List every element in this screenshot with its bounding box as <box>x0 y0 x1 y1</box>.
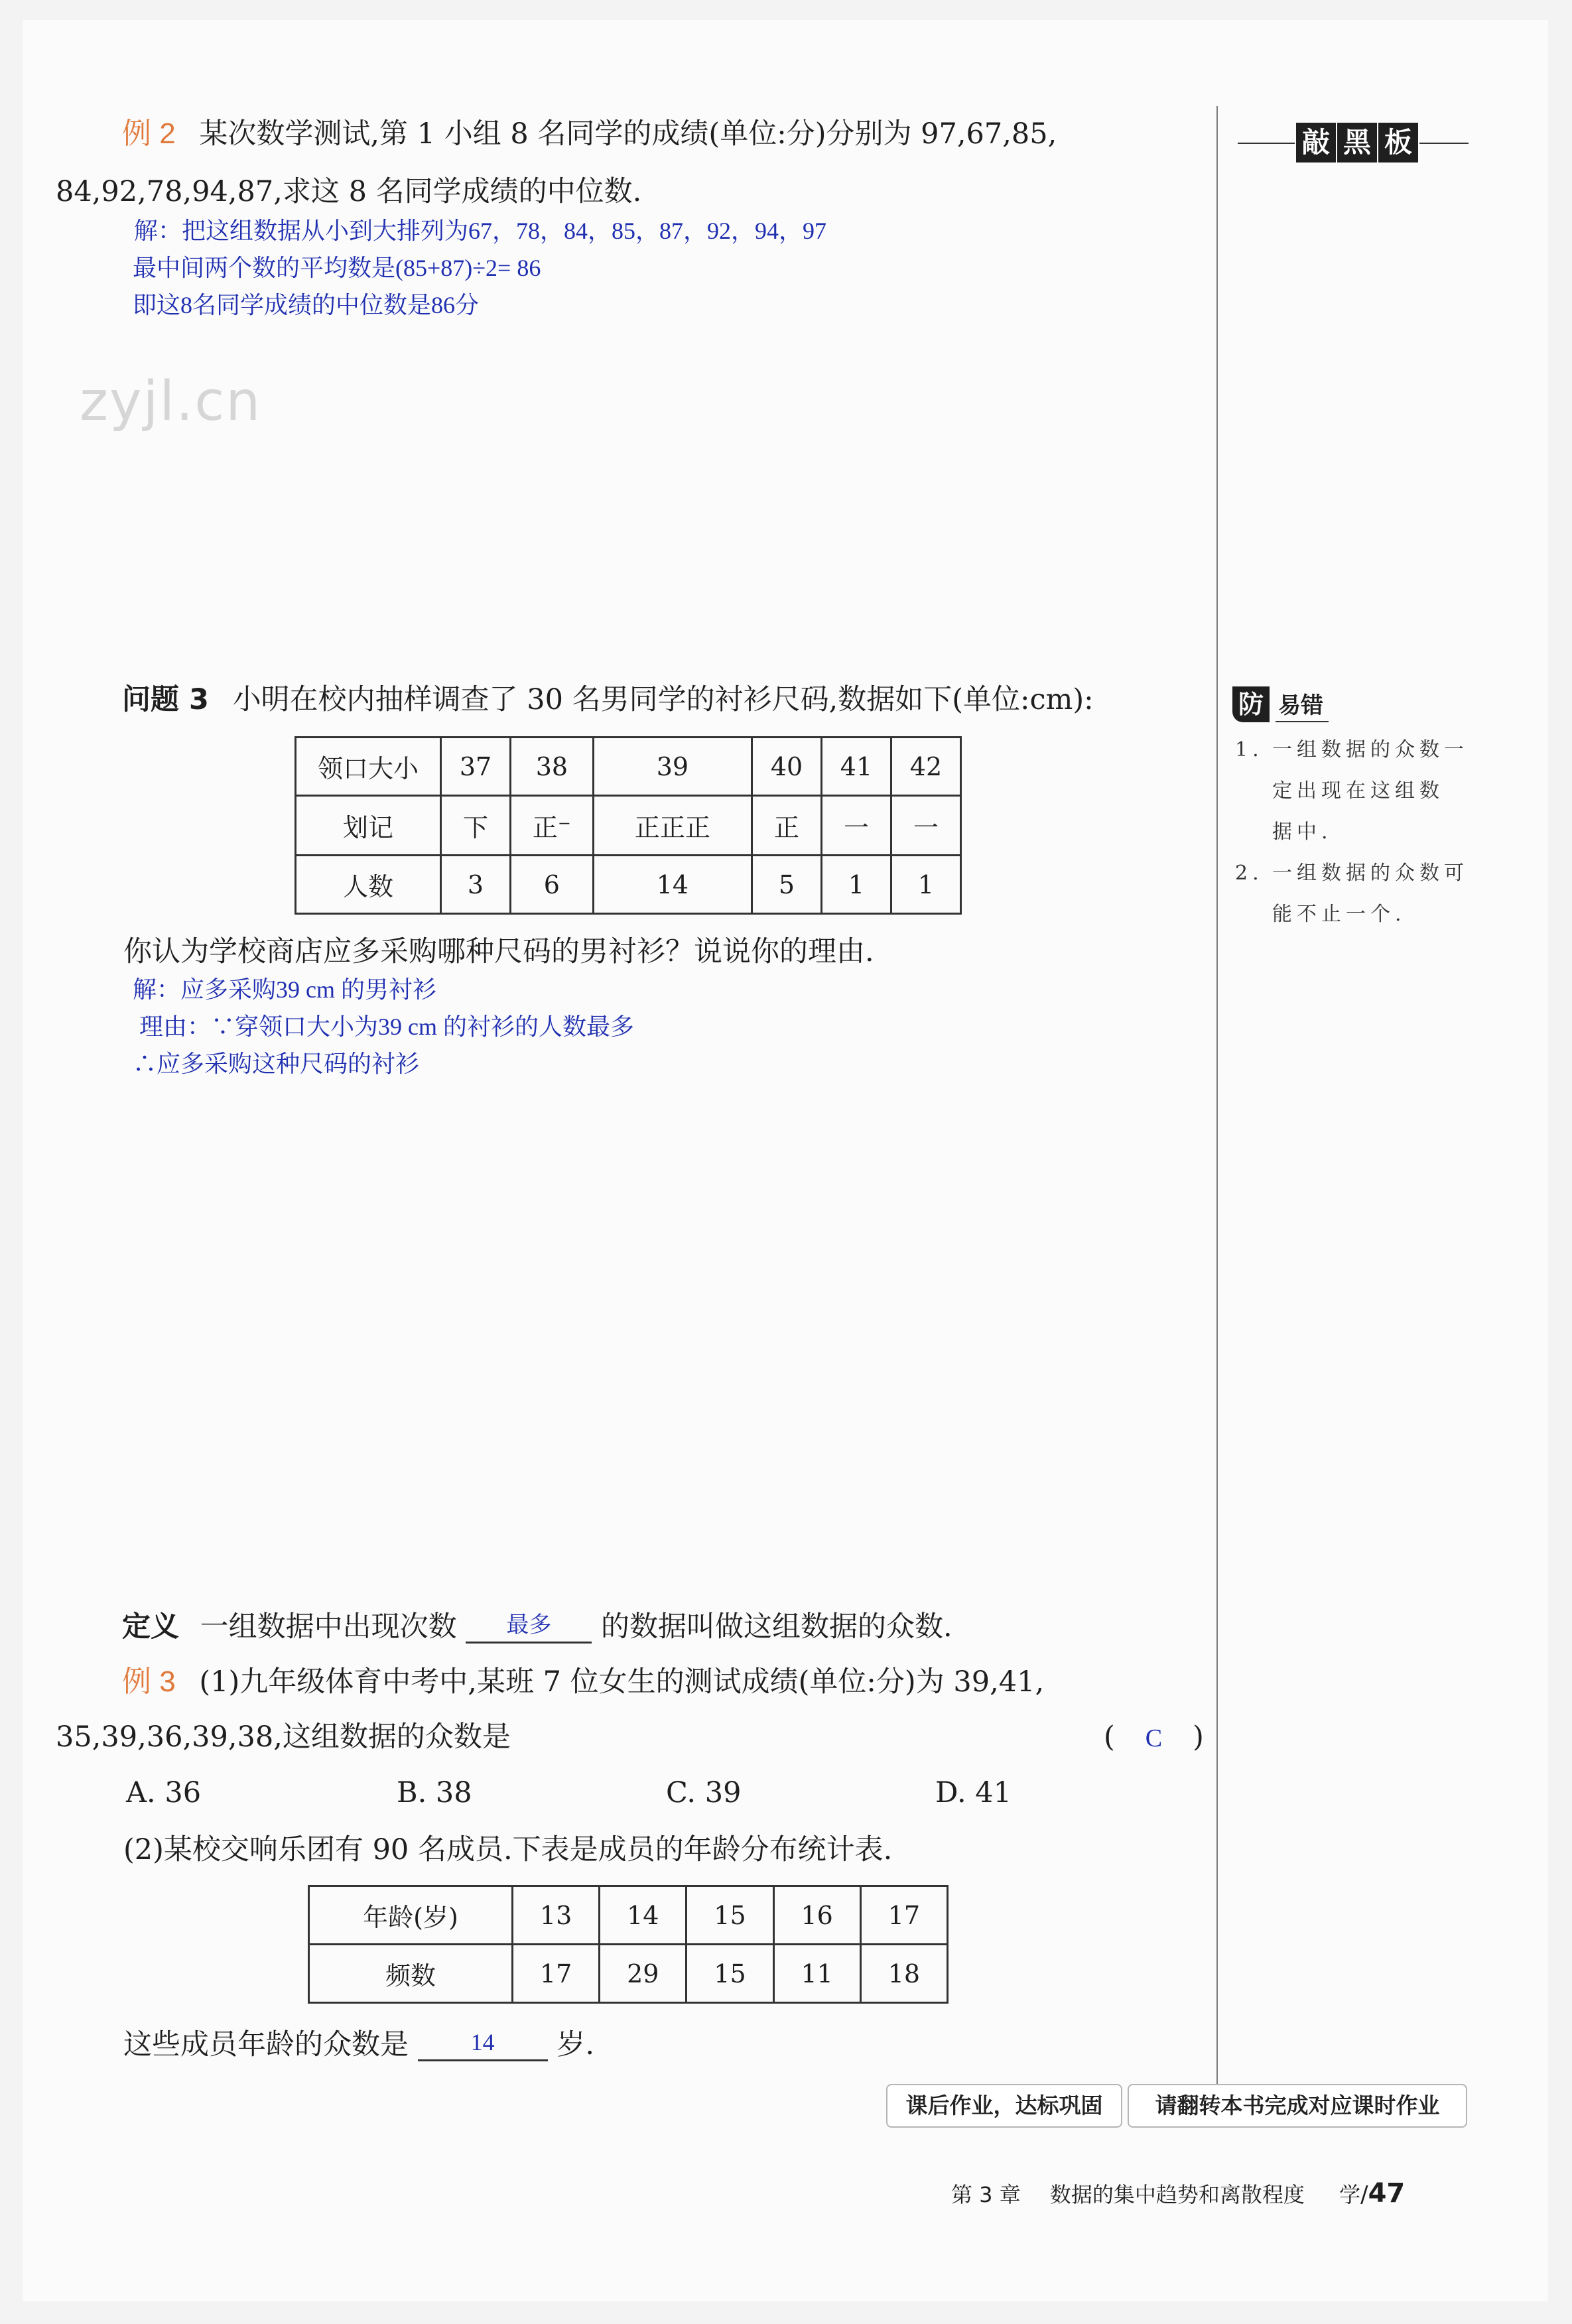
definition-line <box>122 1610 952 1644</box>
table-cell: 17 <box>860 1886 947 1945</box>
problem3-answer-line: 解：应多采购39 cm 的男衬衫 <box>133 976 436 1003</box>
table-row <box>296 796 961 856</box>
homework-tip: 课后作业，达标巩固 <box>886 2084 1122 2128</box>
example2-line1 <box>122 119 1057 149</box>
example3-answer: C <box>1145 1724 1163 1752</box>
example3-part2: (2)某校交响乐团有 90 名成员.下表是成员的年龄分布统计表. <box>123 1833 893 1866</box>
table-cell: 下 <box>441 796 511 856</box>
note-line: 一组数据的众数可 <box>1272 862 1469 885</box>
definition-blank-answer: 最多 <box>506 1613 552 1638</box>
option-b: B. 38 <box>397 1776 472 1809</box>
example2-text: 某次数学测试,第 1 小组 8 名同学的成绩(单位:分)分别为 97,67,85, <box>199 117 1057 151</box>
table-cell: 15 <box>687 1945 773 2003</box>
table-cell: 38 <box>510 738 593 796</box>
table-cell: 16 <box>773 1886 860 1945</box>
table-cell: 40 <box>752 738 822 796</box>
mode-blank <box>418 2031 548 2061</box>
table-cell: 14 <box>600 1886 687 1945</box>
table-row <box>296 856 961 914</box>
mode-blank-answer: 14 <box>470 2029 495 2055</box>
problem3-question: 你认为学校商店应多采购哪种尺码的男衬衫？说说你的理由. <box>123 935 874 968</box>
definition-text-after: 的数据叫做这组数据的众数. <box>601 1610 952 1644</box>
option-a: A. 36 <box>126 1776 202 1809</box>
example3-answer-paren <box>1104 1720 1204 1754</box>
warning-icon: 防 <box>1232 686 1270 722</box>
table-cell: 1 <box>821 856 891 914</box>
table-cell: 频数 <box>309 1945 513 2003</box>
example2-answer-line: 解：把这组数据从小到大排列为67，78，84，85，87，92，94，97 <box>134 218 827 244</box>
problem3-line <box>122 683 1094 716</box>
sidebar-note-title <box>1232 686 1329 722</box>
table-cell: 41 <box>821 738 891 796</box>
example3-text: (1)九年级体育中考中,某班 7 位女生的测试成绩(单位:分)为 39,41, <box>199 1665 1045 1699</box>
table-cell: 5 <box>752 856 822 914</box>
problem3-text: 小明在校内抽样调查了 30 名男同学的衬衫尺码,数据如下(单位:cm): <box>232 683 1094 716</box>
note-line: 一组数据的众数一 <box>1272 738 1469 761</box>
chapter-number: 第 3 章 <box>951 2182 1021 2207</box>
example2-answer-line: 最中间两个数的平均数是(85+87)÷2= 86 <box>133 255 541 281</box>
note-line: 能不止一个. <box>1272 903 1406 926</box>
sidebar-header-char-1: 敲 <box>1296 123 1336 162</box>
table-cell: 29 <box>600 1945 687 2003</box>
table-cell: 正 <box>752 796 822 856</box>
table-cell: 一 <box>891 796 960 856</box>
definition-text-before: 一组数据中出现次数 <box>200 1610 457 1644</box>
sidebar-header <box>1238 123 1469 162</box>
table-cell: 3 <box>441 856 511 914</box>
sidebar-divider <box>1216 106 1218 2096</box>
problem3-answer-line: ∴应多采购这种尺码的衬衫 <box>133 1051 420 1077</box>
table-cell: 正正正 <box>593 796 752 856</box>
paren-close: ) <box>1193 1720 1204 1754</box>
table-cell: 17 <box>513 1945 600 2003</box>
table-cell: 正⁻ <box>510 796 593 856</box>
sidebar-note-label: 易错 <box>1276 687 1329 722</box>
example2-answer-line: 即这8名同学成绩的中位数是86分 <box>133 292 480 318</box>
note-line: 据中. <box>1272 820 1333 844</box>
flip-book-tip: 请翻转本书完成对应课时作业 <box>1128 2084 1467 2128</box>
age-frequency-table <box>308 1885 949 2004</box>
table-cell: 一 <box>821 796 891 856</box>
table-cell: 划记 <box>296 796 441 856</box>
example2-label: 例 2 <box>122 117 176 150</box>
table-cell: 人数 <box>296 856 441 914</box>
example2-line2: 84,92,78,94,87,求这 8 名同学成绩的中位数. <box>56 175 642 208</box>
table-cell: 1 <box>891 856 960 914</box>
table-cell: 15 <box>687 1886 773 1945</box>
mode-text-before: 这些成员年龄的众数是 <box>123 2028 409 2061</box>
mode-line <box>123 2028 595 2061</box>
mode-text-after: 岁. <box>557 2028 595 2061</box>
table-cell: 18 <box>860 1945 947 2003</box>
example3-line1 <box>122 1667 1044 1697</box>
definition-blank <box>466 1613 592 1644</box>
option-d: D. 41 <box>935 1776 1012 1809</box>
table-cell: 6 <box>510 856 593 914</box>
table-cell: 11 <box>773 1945 860 2003</box>
sidebar-header-char-2: 黑 <box>1337 123 1377 162</box>
chapter-footer: 第 3 章 数据的集中趋势和离散程度 学/47 <box>951 2178 1406 2209</box>
table-cell: 42 <box>891 738 960 796</box>
note-line: 定出现在这组数 <box>1272 779 1444 803</box>
watermark: zyjl.cn <box>80 370 262 433</box>
note-number: 2. <box>1235 862 1264 885</box>
shirt-size-table <box>295 736 962 915</box>
example3-label: 例 3 <box>122 1665 176 1698</box>
note-number: 1. <box>1235 738 1264 761</box>
page-number: 47 <box>1368 2178 1406 2209</box>
table-cell: 领口大小 <box>296 738 441 796</box>
chapter-title: 数据的集中趋势和离散程度 <box>1049 2182 1305 2207</box>
table-cell: 13 <box>513 1886 600 1945</box>
problem3-answer-line: 理由：∵穿领口大小为39 cm 的衬衫的人数最多 <box>139 1013 634 1040</box>
subject-label: 学 <box>1339 2182 1361 2207</box>
example3-line2: 35,39,36,39,38,这组数据的众数是 <box>56 1720 511 1754</box>
paren-open: ( <box>1104 1720 1115 1754</box>
table-cell: 14 <box>593 856 752 914</box>
option-c: C. 39 <box>666 1776 742 1809</box>
table-row <box>309 1945 948 2003</box>
table-cell: 39 <box>593 738 752 796</box>
table-cell: 年龄(岁) <box>309 1886 513 1945</box>
table-row <box>296 738 961 796</box>
problem3-label: 问题 3 <box>122 683 209 716</box>
table-row <box>309 1886 948 1945</box>
definition-label: 定义 <box>122 1610 179 1644</box>
sidebar-header-char-3: 板 <box>1378 123 1418 162</box>
table-cell: 37 <box>441 738 511 796</box>
